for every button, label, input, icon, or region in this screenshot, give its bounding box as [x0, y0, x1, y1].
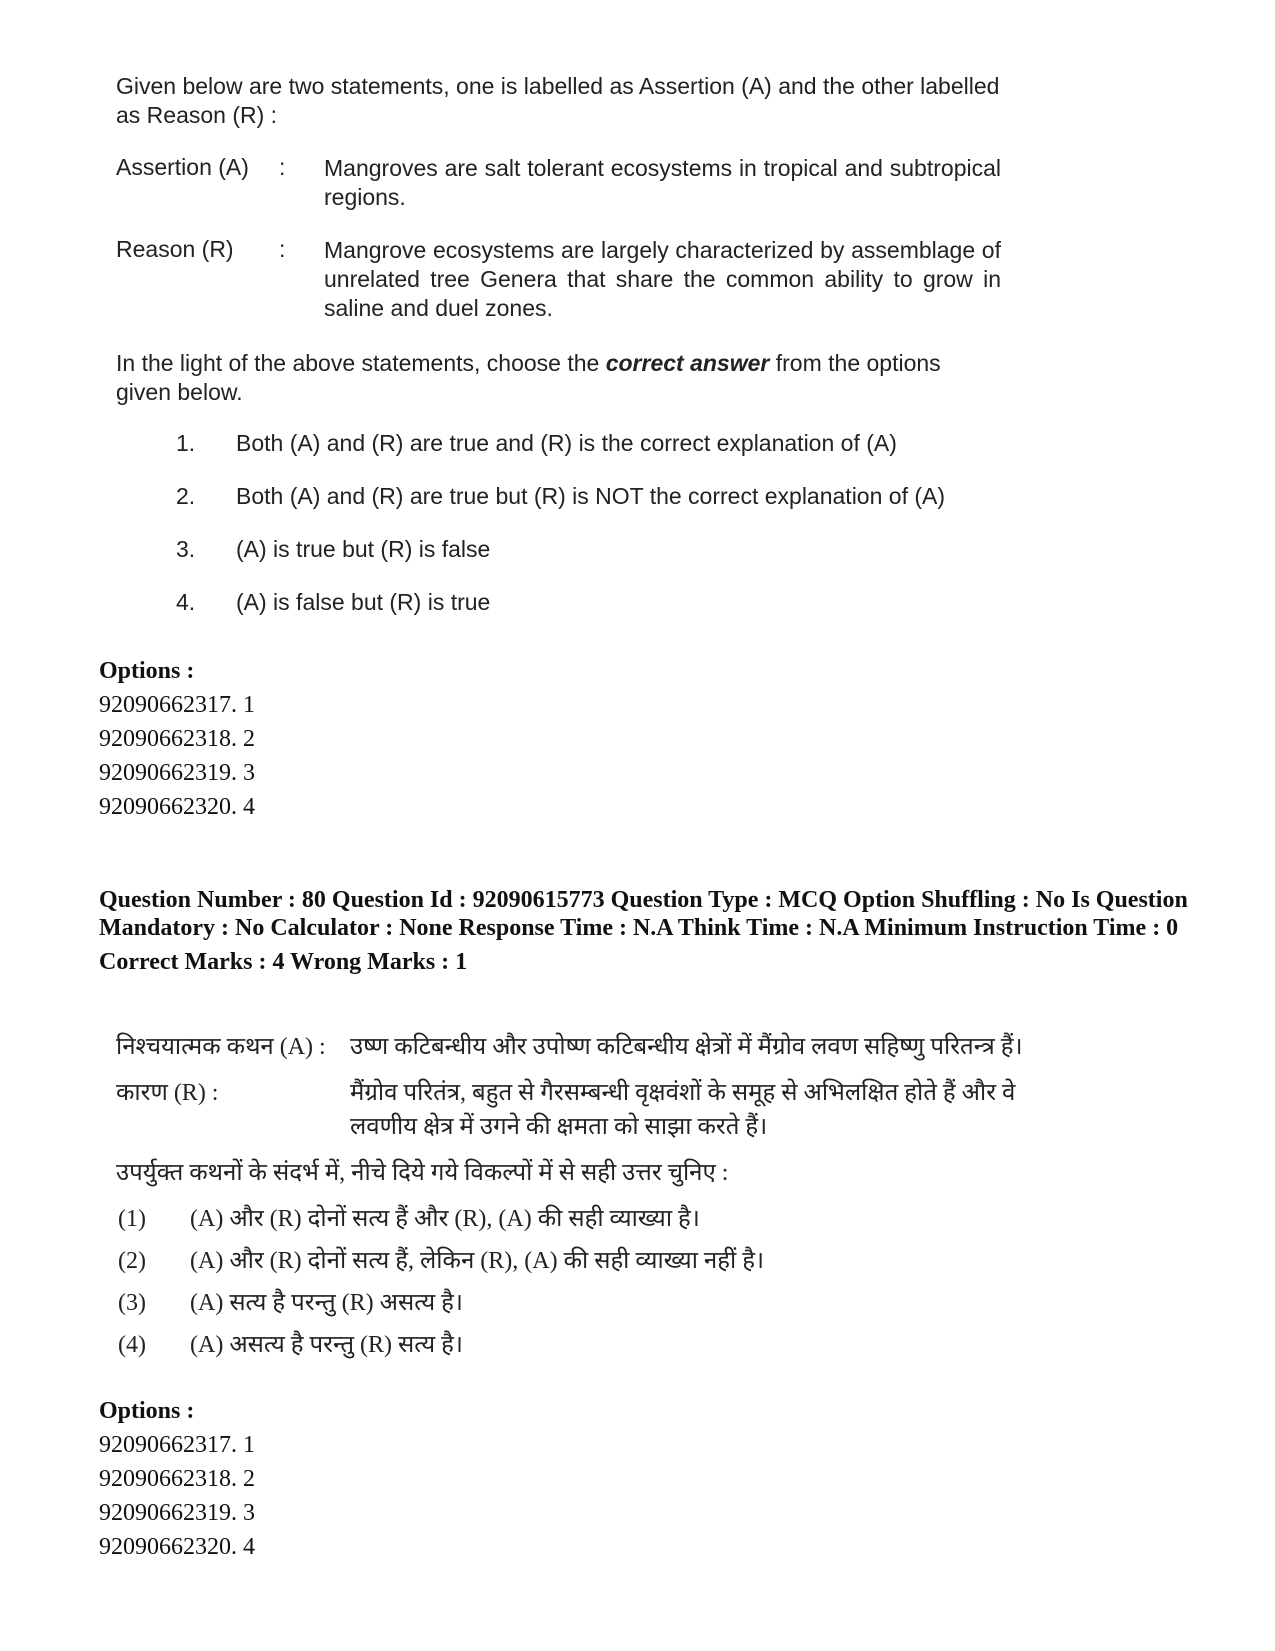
assertion-row: [116, 154, 1001, 212]
options-label: Options :: [99, 1398, 195, 1424]
option-item: [116, 430, 1001, 457]
option-text: (A) और (R) दोनों सत्य हैं, लेकिन (R), (A) की सही व्याख्या नहीं है।: [190, 1248, 765, 1274]
option-text: Both (A) and (R) are true and (R) is the correct explanation of (A): [236, 430, 897, 456]
hindi-option-item: [116, 1240, 1056, 1282]
option-text: (A) सत्य है परन्तु (R) असत्य है।: [190, 1290, 463, 1316]
english-options: [116, 430, 1001, 616]
option-number: 4.: [176, 589, 196, 615]
option-item: [116, 483, 1001, 510]
colon: :: [279, 236, 286, 262]
marks-info: Correct Marks : 4 Wrong Marks : 1: [99, 949, 468, 975]
option-number: 2.: [176, 483, 196, 509]
reason-row: [116, 236, 1001, 323]
hindi-option-item: [116, 1198, 1056, 1240]
option-number: (4): [118, 1332, 146, 1358]
option-id: 92090662318. 2: [99, 1466, 255, 1492]
option-text: Both (A) and (R) are true but (R) is NOT the correct explanation of (A): [236, 483, 946, 509]
hindi-assertion-row: [116, 1030, 1056, 1064]
option-item: [116, 536, 1001, 563]
options-block-2: [99, 1394, 255, 1564]
hindi-option-item: [116, 1324, 1056, 1366]
options-block-1: [99, 654, 255, 824]
option-id: 92090662320. 4: [99, 1534, 255, 1560]
option-number: (3): [118, 1290, 146, 1316]
option-number: 1.: [176, 430, 196, 456]
option-text: (A) is true but (R) is false: [236, 536, 491, 562]
option-number: 3.: [176, 536, 196, 562]
option-text: (A) और (R) दोनों सत्य हैं और (R), (A) की सही व्याख्या है।: [190, 1206, 700, 1232]
hindi-reason-text: मैंग्रोव परितंत्र, बहुत से गैरसम्बन्धी वृक्षवंशों के समूह से अभिलक्षित होते हैं और वे लवणीय क्षेत्र में उगने की क्षमता को साझा करते हैं।: [350, 1080, 1016, 1140]
instruction: [116, 349, 1001, 407]
hindi-reason-row: [116, 1076, 1056, 1144]
hindi-assertion-label: निश्चयात्मक कथन (A) :: [116, 1034, 326, 1060]
reason-text: Mangrove ecosystems are largely characterized by assemblage of unrelated tree Genera that share the common ability to grow in saline and duel zones.: [324, 237, 1001, 321]
option-id: 92090662317. 1: [99, 692, 255, 718]
question-info: Question Number : 80 Question Id : 92090615773 Question Type : MCQ Option Shuffling : No Is Question Mandatory : No Calculator : None Response Time : N.A Think Time : N.A Minimum Instruction Time : 0: [99, 887, 1188, 941]
colon: :: [279, 154, 286, 180]
option-id: 92090662319. 3: [99, 1500, 255, 1526]
question-intro: Given below are two statements, one is labelled as Assertion (A) and the other labelled as Reason (R) :: [116, 73, 1000, 128]
option-number: (1): [118, 1206, 146, 1232]
instruction-pre: In the light of the above statements, choose the: [116, 350, 606, 376]
option-id: 92090662319. 3: [99, 760, 255, 786]
instruction-bold: correct answer: [605, 350, 770, 376]
english-question: [116, 72, 1001, 642]
assertion-text: Mangroves are salt tolerant ecosystems in tropical and subtropical regions.: [324, 155, 1001, 210]
option-id: 92090662318. 2: [99, 726, 255, 752]
hindi-question: [116, 1030, 1056, 1366]
question-meta: [99, 886, 1199, 976]
option-item: [116, 589, 1001, 616]
reason-label: Reason (R): [116, 236, 234, 262]
assertion-label: Assertion (A): [116, 154, 249, 180]
hindi-option-item: [116, 1282, 1056, 1324]
option-id: 92090662320. 4: [99, 794, 255, 820]
option-text: (A) is false but (R) is true: [236, 589, 491, 615]
option-id: 92090662317. 1: [99, 1432, 255, 1458]
hindi-assertion-text: उष्ण कटिबन्धीय और उपोष्ण कटिबन्धीय क्षेत्रों में मैंग्रोव लवण सहिष्णु परितन्त्र हैं।: [350, 1034, 1023, 1060]
option-text: (A) असत्य है परन्तु (R) सत्य है।: [190, 1332, 463, 1358]
hindi-instruction: उपर्युक्त कथनों के संदर्भ में, नीचे दिये गये विकल्पों में से सही उत्तर चुनिए :: [116, 1160, 729, 1186]
options-label: Options :: [99, 658, 195, 684]
option-number: (2): [118, 1248, 146, 1274]
instruction-post: from the options given below.: [116, 350, 941, 405]
hindi-reason-label: कारण (R) :: [116, 1080, 219, 1106]
